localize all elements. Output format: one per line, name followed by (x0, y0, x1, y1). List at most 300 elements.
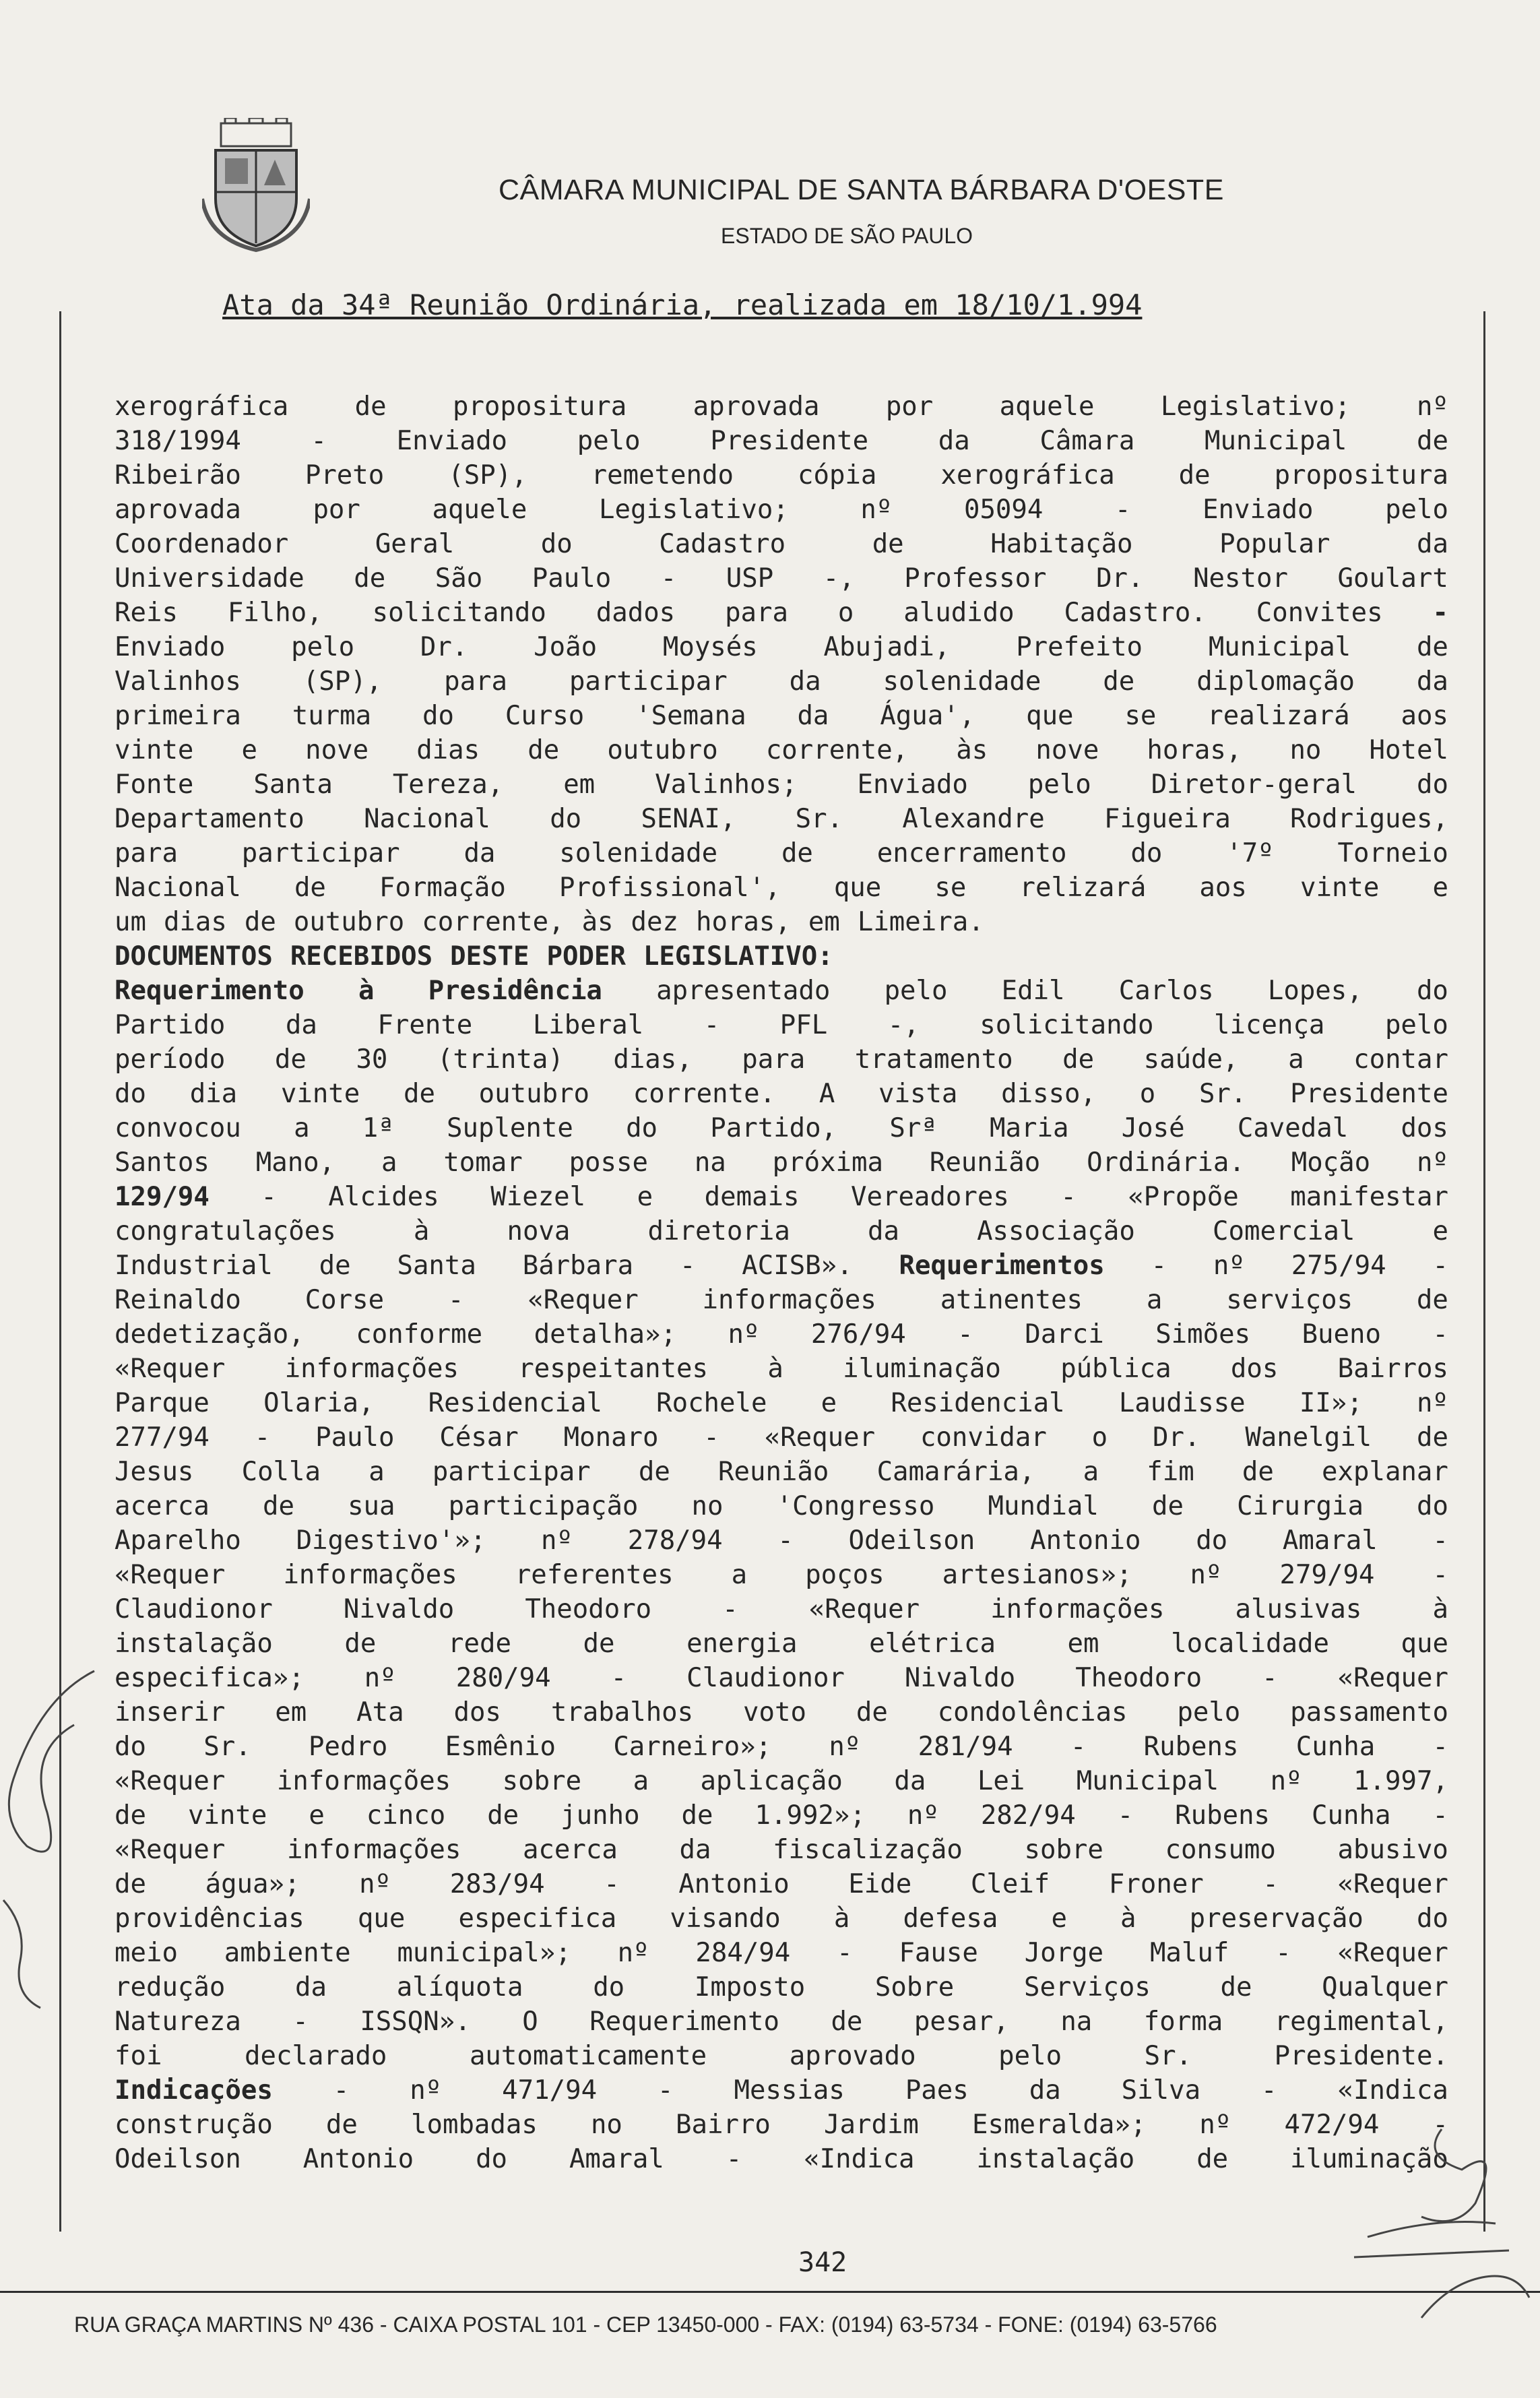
text-line (115, 733, 1448, 767)
minutes-body (115, 389, 1448, 2176)
word: em (275, 1697, 307, 1728)
word: - (447, 1285, 464, 1315)
text-line (115, 699, 1448, 733)
text-line (115, 1008, 1448, 1042)
word: acerca (115, 1491, 210, 1521)
text-line (115, 1077, 1448, 1111)
word: participar (432, 1457, 591, 1487)
word: detalha»; (534, 1319, 676, 1350)
text-line (115, 1317, 1448, 1352)
word: -, (823, 563, 855, 594)
word: do (476, 2144, 508, 2174)
word: Abujadi, (823, 632, 951, 662)
word: Odeilson (848, 1525, 975, 1556)
word: preservação (1189, 1903, 1363, 1934)
word: Sr. (1198, 1079, 1247, 1109)
word: - (726, 2144, 742, 2174)
word: à (1432, 1594, 1448, 1624)
word: Água', (880, 701, 975, 731)
word: Bárbara (522, 1251, 634, 1281)
word: Sr. (203, 1732, 251, 1762)
text-line (115, 1283, 1448, 1317)
word: lombadas (411, 2110, 538, 2140)
word: pelo (1027, 769, 1091, 800)
word: dia (189, 1079, 238, 1109)
word: a (1288, 1044, 1304, 1075)
text-line (115, 2005, 1448, 2039)
word: do (1196, 1525, 1228, 1556)
word: convidar (920, 1422, 1047, 1453)
word: horas, (695, 907, 791, 937)
text-line (115, 1867, 1448, 1901)
text-line (115, 1111, 1448, 1145)
word: em (1067, 1629, 1099, 1659)
word: e (637, 1182, 653, 1212)
word: outubro (293, 907, 405, 937)
word: abusivo (1337, 1835, 1448, 1865)
word: «Requer (527, 1285, 639, 1315)
text-line (115, 596, 1448, 630)
word: da (1416, 666, 1448, 697)
word: do (422, 701, 454, 731)
word: 05094 (963, 495, 1044, 525)
word: Antonio (302, 2144, 414, 2174)
word: Rubens (1143, 1732, 1239, 1762)
text-line (115, 1145, 1448, 1180)
word: de (1196, 2144, 1229, 2174)
word: Paulo (532, 563, 612, 594)
word: demais (704, 1182, 800, 1212)
word: solicitando (980, 1010, 1154, 1040)
word: A (819, 1079, 835, 1109)
word: - (1275, 1938, 1291, 1968)
text-line (115, 630, 1448, 664)
word: Lei (977, 1766, 1025, 1796)
word: Partido (115, 1010, 226, 1040)
word: Câmara (1039, 426, 1135, 456)
word: «Requer (115, 1835, 226, 1865)
word: sobre (502, 1766, 582, 1796)
word: Reinaldo (115, 1285, 241, 1315)
word: O (522, 2007, 538, 2037)
word: PODER (546, 941, 626, 972)
word: nova (507, 1216, 571, 1247)
word: Santa (253, 769, 333, 800)
word: turma (292, 701, 372, 731)
word: realizará (1207, 701, 1350, 731)
word: Dr. (1096, 563, 1144, 594)
word: do (540, 529, 573, 559)
word: se (934, 873, 967, 903)
word: de (294, 873, 326, 903)
word: Carlos (1118, 976, 1214, 1006)
word: providências (115, 1903, 304, 1934)
text-line (115, 458, 1448, 493)
word: Diretor-geral (1151, 769, 1357, 800)
word: da (295, 1972, 327, 2002)
word: Preto (304, 460, 385, 491)
word: e (309, 1800, 325, 1831)
word: de (354, 563, 386, 594)
word: solenidade (559, 838, 718, 869)
word: participar (241, 838, 400, 869)
word: da (285, 1010, 317, 1040)
word: dias (416, 735, 480, 765)
word: Figueira (1104, 804, 1231, 834)
word: Limeira. (857, 907, 984, 937)
word: de (583, 1629, 615, 1659)
word: nº (829, 1732, 861, 1762)
word: 277/94 (115, 1422, 210, 1453)
text-line (115, 1901, 1448, 1936)
word: Claudionor (115, 1594, 273, 1624)
word: - (1432, 1319, 1448, 1350)
word: - (1432, 1732, 1448, 1762)
word: Santos (115, 1147, 210, 1178)
word: do (1416, 976, 1448, 1006)
word: xerográfica (940, 460, 1115, 491)
word: Wiezel (490, 1182, 586, 1212)
word: - (957, 1319, 973, 1350)
word: dos (1401, 1113, 1448, 1143)
word: nº (907, 1800, 939, 1831)
text-line (115, 493, 1448, 527)
word: - (1432, 1560, 1448, 1590)
text-line (115, 939, 1448, 974)
word: para (444, 666, 508, 697)
word: solenidade (883, 666, 1041, 697)
word: 281/94 (918, 1732, 1013, 1762)
word: Colla (241, 1457, 321, 1487)
word: Sobre (874, 1972, 955, 2002)
word: (SP), (302, 666, 383, 697)
word: Requerimento (589, 2007, 779, 2037)
word: Messias (734, 2075, 845, 2106)
word: Paes (905, 2075, 969, 2106)
word: municipal»; (397, 1938, 571, 1968)
text-line (115, 1833, 1448, 1867)
word: aludido (903, 598, 1015, 628)
word: aos (1199, 873, 1247, 903)
word: do (550, 804, 582, 834)
word: Esmeralda»; (972, 2110, 1147, 2140)
word: Cleif (970, 1869, 1050, 1899)
word: foi (115, 2041, 162, 2071)
word: nº (860, 495, 893, 525)
word: Ordinária. (1087, 1147, 1245, 1178)
word: da (1417, 529, 1448, 559)
word: '7º (1226, 838, 1274, 869)
word: de (1178, 460, 1211, 491)
word: diplomação (1196, 666, 1355, 697)
word: fiscalização (773, 1835, 963, 1865)
institution-name: CÂMARA MUNICIPAL DE SANTA BÁRBARA D'OESTE (499, 174, 1224, 206)
word: 'Semana (635, 701, 746, 731)
word: respeitantes (518, 1354, 709, 1384)
word: o (1091, 1422, 1108, 1453)
word: - (1262, 1869, 1279, 1899)
word: Reunião (929, 1147, 1041, 1178)
word: de (319, 1251, 351, 1281)
word: licença (1214, 1010, 1325, 1040)
word: da (894, 1766, 926, 1796)
word: - (1114, 495, 1131, 525)
text-line (115, 1249, 1448, 1283)
word: Pedro (308, 1732, 388, 1762)
word: às (956, 735, 988, 765)
word: dias (163, 907, 227, 937)
word: «Requer (115, 1354, 226, 1384)
word: Legislativo; (1160, 391, 1351, 422)
word: Prefeito (1016, 632, 1143, 662)
word: relizará (1019, 873, 1147, 903)
word: Universidade (115, 563, 304, 594)
word: Filho, (227, 598, 323, 628)
word: saúde, (1143, 1044, 1239, 1075)
word: horas, (1147, 735, 1242, 765)
word: Camarária, (876, 1457, 1035, 1487)
word: conforme (356, 1319, 483, 1350)
word: voto (743, 1697, 806, 1728)
word: nove (305, 735, 369, 765)
word: Ata (356, 1697, 404, 1728)
word: de (1416, 632, 1448, 662)
word: Nestor (1193, 563, 1288, 594)
left-margin-rule (59, 311, 61, 2232)
word: informações (283, 1560, 457, 1590)
word: 284/94 (695, 1938, 791, 1968)
word: - (837, 1938, 853, 1968)
word: Convites (1256, 598, 1383, 628)
word: Alexandre (902, 804, 1045, 834)
word: - (311, 426, 327, 456)
word: da (867, 1216, 899, 1247)
word: - (703, 1422, 719, 1453)
word: pelo (1177, 1697, 1241, 1728)
word: elétrica (869, 1629, 996, 1659)
word: da (789, 666, 821, 697)
word: a (633, 1766, 649, 1796)
word: iluminação (843, 1354, 1001, 1384)
word: solicitando (372, 598, 546, 628)
word: - (722, 1594, 738, 1624)
word: II»; (1299, 1388, 1363, 1418)
word: Torneio (1337, 838, 1448, 869)
word: Aparelho (115, 1525, 241, 1556)
page-number: 342 (798, 2247, 847, 2278)
word: vista (878, 1079, 958, 1109)
word: manifestar (1290, 1182, 1448, 1212)
word: dados (596, 598, 676, 628)
word: SENAI, (641, 804, 736, 834)
word: Comercial (1213, 1216, 1355, 1247)
text-line (115, 1558, 1448, 1592)
word: 275/94 (1291, 1251, 1386, 1281)
word: Rodrigues, (1290, 804, 1448, 834)
word: nº (1199, 2110, 1231, 2140)
word: Qualquer (1322, 1972, 1448, 2002)
word: condolências (937, 1697, 1128, 1728)
word: localidade (1171, 1629, 1329, 1659)
word: de (1152, 1491, 1184, 1521)
word: da (679, 1835, 711, 1865)
word: outubro (478, 1079, 590, 1109)
word: Municipal (1205, 426, 1347, 456)
word: alusivas (1235, 1594, 1362, 1624)
word: do (1130, 838, 1163, 869)
word: Legislativo; (599, 495, 789, 525)
word: especifica (458, 1903, 617, 1934)
margin-signature (0, 1644, 101, 2021)
word: para (725, 598, 788, 628)
word: César (439, 1422, 519, 1453)
word: - (1432, 2110, 1448, 2140)
word: nº (1416, 1147, 1448, 1178)
word: à (833, 1903, 850, 1934)
word: Serviços (1023, 1972, 1151, 2002)
word: de (681, 1800, 713, 1831)
word: meio (115, 1938, 178, 1968)
word: Enviado (396, 426, 508, 456)
text-line (115, 1695, 1448, 1730)
word: tomar (443, 1147, 523, 1178)
word: «Propõe (1128, 1182, 1239, 1212)
word: Valinhos; (655, 769, 798, 800)
word: nº (359, 1869, 391, 1899)
text-line (115, 836, 1448, 871)
text-line (115, 1627, 1448, 1661)
word: por (885, 391, 934, 422)
word: Fause (899, 1938, 978, 1968)
word: Industrial (115, 1251, 273, 1281)
word: Presidência (428, 976, 602, 1006)
word: Dr. (420, 632, 468, 662)
word: alíquota (396, 1972, 523, 2002)
word: Associação (977, 1216, 1135, 1247)
word: pesar, (913, 2007, 1009, 2037)
word: Darci (1025, 1319, 1104, 1350)
word: Nacional (364, 804, 490, 834)
word: e (1432, 1216, 1448, 1247)
word: especifica»; (115, 1663, 304, 1693)
word: poços (805, 1560, 885, 1590)
word: Reunião (718, 1457, 829, 1487)
word: na (1060, 2007, 1093, 2037)
word: diretoria (647, 1216, 790, 1247)
word: um (115, 907, 146, 937)
word: de (1062, 1044, 1095, 1075)
word: redução (115, 1972, 226, 2002)
text-line (115, 1661, 1448, 1695)
word: Enviado (1202, 495, 1314, 525)
word: «Requer (1337, 1869, 1448, 1899)
word: nº (1213, 1251, 1245, 1281)
word: Jardim (824, 2110, 919, 2140)
word: Residencial (428, 1388, 602, 1418)
word: artesianos»; (942, 1560, 1132, 1590)
word: «Requer (764, 1422, 876, 1453)
word: de (325, 2110, 358, 2140)
word: de (274, 1044, 307, 1075)
word: a (294, 1113, 310, 1143)
word: da (797, 701, 829, 731)
word: água»; (205, 1869, 300, 1899)
text-line (115, 424, 1448, 458)
word: 1.997, (1353, 1766, 1448, 1796)
word: que (357, 1903, 406, 1934)
word: junho (560, 1800, 640, 1831)
word: propositura (1274, 460, 1448, 491)
word: pelo (1384, 1010, 1448, 1040)
word: o (1139, 1079, 1156, 1109)
institution-state: ESTADO DE SÃO PAULO (721, 224, 973, 248)
word: Mano, (255, 1147, 335, 1178)
word: aprovada (693, 391, 820, 422)
word: Amaral (569, 2144, 664, 2174)
word: de (403, 1079, 435, 1109)
word: DESTE (450, 941, 530, 972)
word: rede (448, 1629, 511, 1659)
word: Parque (115, 1388, 210, 1418)
text-line (115, 1489, 1448, 1523)
word: nº (364, 1663, 396, 1693)
word: vinte (187, 1800, 267, 1831)
word: São (435, 563, 483, 594)
word: Imposto (694, 1972, 806, 2002)
word: - (1117, 1800, 1134, 1831)
word: nº (410, 2075, 442, 2106)
word: do (593, 1972, 625, 2002)
word: xerográfica (115, 391, 289, 422)
footer-address: RUA GRAÇA MARTINS Nº 436 - CAIXA POSTAL 101 - CEP 13450-000 - FAX: (0194) 63-5734 - FONE: (0194) 63-5766 (74, 2312, 1217, 2337)
word: primeira (115, 701, 241, 731)
word: Nacional (115, 873, 241, 903)
text-line (115, 1042, 1448, 1077)
word: «Indica (1337, 2075, 1448, 2106)
word: energia (686, 1629, 798, 1659)
word: Presidente (710, 426, 869, 456)
word: - (660, 563, 677, 594)
word: Professor (904, 563, 1047, 594)
word: de (487, 1800, 519, 1831)
word: a (368, 1457, 385, 1487)
word: - (1262, 1663, 1278, 1693)
word: Geral (375, 529, 455, 559)
word: congratulações (115, 1216, 336, 1247)
word: de (263, 1491, 294, 1521)
word: para (115, 838, 178, 869)
text-line (115, 1386, 1448, 1420)
text-line (115, 2142, 1448, 2176)
word: Coordenador (115, 529, 289, 559)
word: disso, (1001, 1079, 1097, 1109)
word: no (590, 2110, 622, 2140)
word: dedetização, (115, 1319, 304, 1350)
word: - (1261, 2075, 1277, 2106)
word: dias, (613, 1044, 693, 1075)
word: Maria (990, 1113, 1069, 1143)
word: passamento (1290, 1697, 1448, 1728)
text-line (115, 1455, 1448, 1489)
word: Departamento (115, 804, 304, 834)
text-line (115, 1214, 1448, 1249)
word: atinentes (940, 1285, 1083, 1315)
word: explanar (1322, 1457, 1448, 1487)
word: consumo (1165, 1835, 1276, 1865)
word: que (1401, 1629, 1448, 1659)
word: referentes (515, 1560, 674, 1590)
text-line (115, 767, 1448, 802)
